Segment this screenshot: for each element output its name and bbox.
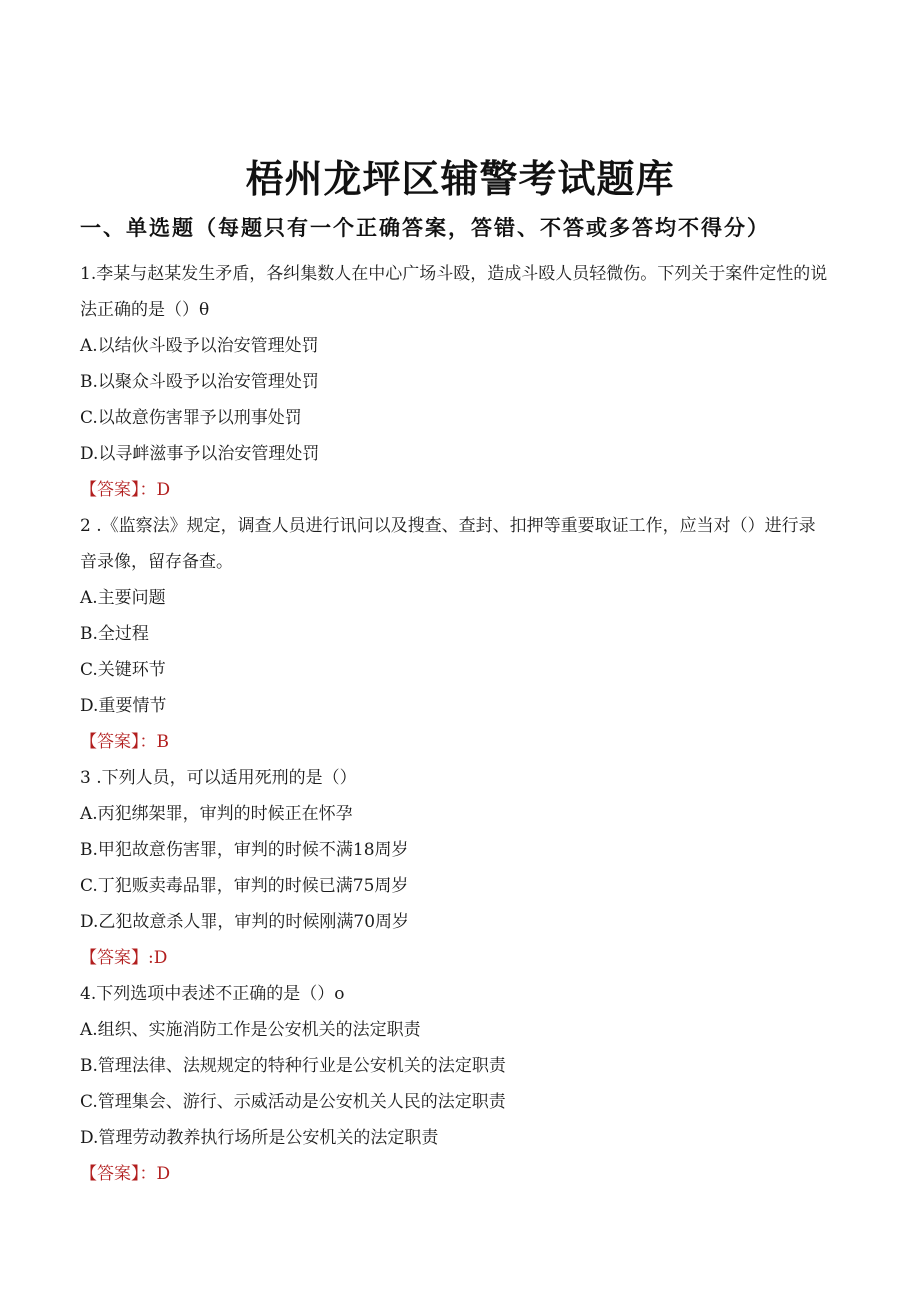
option-d: D.重要情节 xyxy=(80,696,167,716)
answer-label: 【答案】:D xyxy=(80,948,168,968)
question-3 xyxy=(80,760,840,976)
answer-label: 【答案】：D xyxy=(80,480,171,500)
option-c: C.关键环节 xyxy=(80,660,166,680)
answer-label: 【答案】：D xyxy=(80,1164,171,1184)
page-title: 梧州龙坪区辅警考试题库 xyxy=(245,157,675,201)
option-b: B.甲犯故意伤害罪，审判的时候不满18周岁 xyxy=(80,840,409,860)
option-a: A.组织、实施消防工作是公安机关的法定职责 xyxy=(80,1020,421,1040)
option-d: D.管理劳动教养执行场所是公安机关的法定职责 xyxy=(80,1128,439,1148)
question-list xyxy=(80,256,840,1192)
question-stem: 3 .下列人员，可以适用死刑的是（） xyxy=(80,768,357,788)
option-a: A.主要问题 xyxy=(80,588,166,608)
option-d: D.乙犯故意杀人罪，审判的时候刚满70周岁 xyxy=(80,912,410,932)
option-a: A.以结伙斗殴予以治安管理处罚 xyxy=(80,336,319,356)
answer-label: 【答案】：B xyxy=(80,732,169,752)
option-c: C.管理集会、游行、示威活动是公安机关人民的法定职责 xyxy=(80,1092,506,1112)
option-c: C.丁犯贩卖毒品罪，审判的时候已满75周岁 xyxy=(80,876,409,896)
section-heading: 一、单选题（每题只有一个正确答案，答错、不答或多答均不得分） xyxy=(80,216,770,240)
option-a: A.丙犯绑架罪，审判的时候正在怀孕 xyxy=(80,804,353,824)
option-c: C.以故意伤害罪予以刑事处罚 xyxy=(80,408,302,428)
question-2 xyxy=(80,508,840,760)
option-d: D.以寻衅滋事予以治安管理处罚 xyxy=(80,444,320,464)
option-b: B.管理法律、法规规定的特种行业是公安机关的法定职责 xyxy=(80,1056,506,1076)
question-stem: 1.李某与赵某发生矛盾，各纠集数人在中心广场斗殴，造成斗殴人员轻微伤。下列关于案件定性的说法正确的是（）θ xyxy=(80,264,828,320)
option-b: B.全过程 xyxy=(80,624,149,644)
question-4 xyxy=(80,976,840,1192)
question-stem: 4.下列选项中表述不正确的是（）o xyxy=(80,984,345,1004)
question-1 xyxy=(80,256,840,508)
question-stem: 2 .《监察法》规定，调查人员进行讯问以及搜查、查封、扣押等重要取证工作，应当对（）进行录音录像，留存备查。 xyxy=(80,516,816,572)
option-b: B.以聚众斗殴予以治安管理处罚 xyxy=(80,372,319,392)
